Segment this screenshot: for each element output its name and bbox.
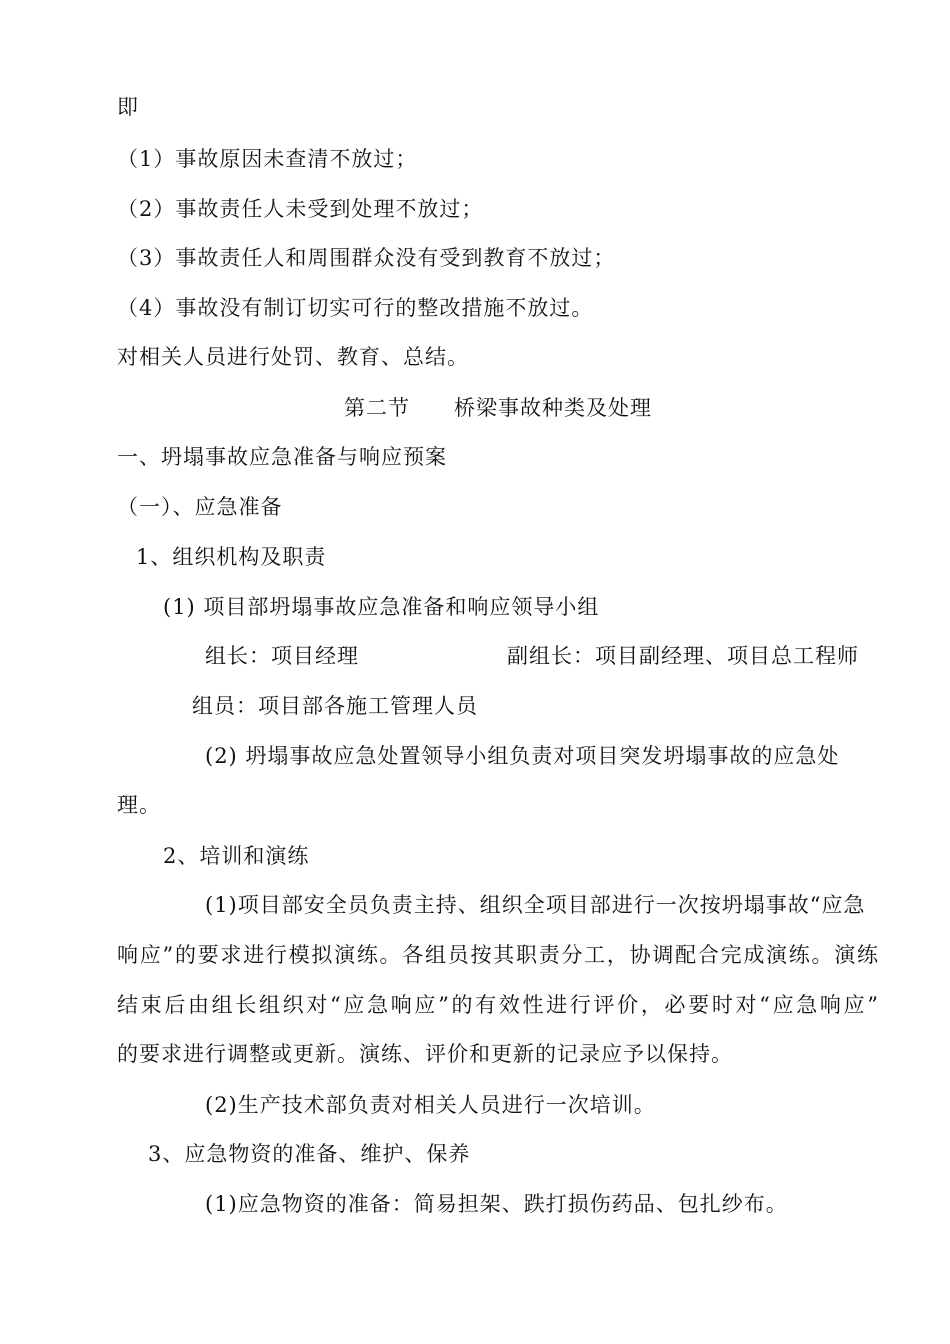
training-1-line-2: 响应”的要求进行模拟演练。各组员按其职责分工，协调配合完成演练。演练 <box>117 943 879 967</box>
org-item-2-line-2: 理。 <box>117 793 161 817</box>
heading-training: 2、培训和演练 <box>163 844 310 868</box>
members-line: 组员：项目部各施工管理人员 <box>192 694 478 718</box>
training-1-line-3: 结束后由组长组织对“应急响应”的有效性进行评价，必要时对“应急响应” <box>117 993 879 1017</box>
heading-organization: 1、组织机构及职责 <box>136 545 327 569</box>
heading-collapse-plan: 一、坍塌事故应急准备与响应预案 <box>117 445 447 469</box>
org-item-1: (1) 项目部坍塌事故应急准备和响应领导小组 <box>163 595 600 619</box>
principle-2: （2）事故责任人未受到处理不放过； <box>117 197 484 221</box>
heading-emergency-prep: （一）、应急准备 <box>117 495 283 519</box>
summary-line: 对相关人员进行处罚、教育、总结。 <box>117 345 469 369</box>
principle-1: （1）事故原因未查清不放过； <box>117 147 418 171</box>
heading-materials: 3、应急物资的准备、维护、保养 <box>148 1142 471 1166</box>
training-2: (2)生产技术部负责对相关人员进行一次培训。 <box>205 1093 656 1117</box>
deputy-leader-line: 副组长：项目副经理、项目总工程师 <box>507 644 859 668</box>
materials-1: (1)应急物资的准备：简易担架、跌打损伤药品、包扎纱布。 <box>205 1192 788 1216</box>
training-1-line-4: 的要求进行调整或更新。演练、评价和更新的记录应予以保持。 <box>117 1042 733 1066</box>
section-title: 第二节 桥梁事故种类及处理 <box>344 396 652 420</box>
training-1-line-1: (1)项目部安全员负责主持、组织全项目部进行一次按坍塌事故“应急 <box>205 893 866 917</box>
principle-4: （4）事故没有制订切实可行的整改措施不放过。 <box>117 296 594 320</box>
org-item-2-line-1: (2) 坍塌事故应急处置领导小组负责对项目突发坍塌事故的应急处 <box>205 744 840 768</box>
text-line-ji: 即 <box>117 95 139 119</box>
leader-line: 组长：项目经理 <box>205 644 359 668</box>
principle-3: （3）事故责任人和周围群众没有受到教育不放过； <box>117 246 616 270</box>
